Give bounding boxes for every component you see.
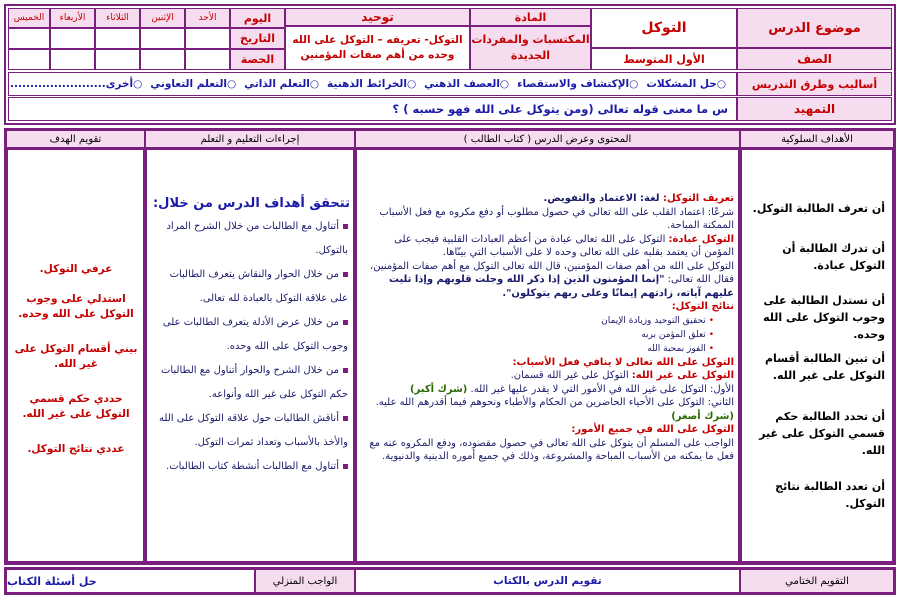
day-sunday: الأحد: [185, 8, 230, 28]
first-tag: (شرك أكبر): [409, 383, 468, 395]
results-list: [362, 314, 734, 356]
definition-shar: شرعًا: اعتماد القلب على الله تعالى في حصول مطلوب أو دفع مكروه مع فعل الأسباب الممكنة المباحة.: [379, 206, 734, 231]
evaluation-item: حددي حكم قسمي التوكل على غير الله.: [22, 393, 130, 420]
subject-label: المادة: [470, 8, 591, 26]
final-evaluation-value: تقويم الدرس بالكتاب: [355, 569, 740, 593]
all-title: التوكل على الله في جميع الأمور:: [571, 424, 734, 435]
unit-title: توحيد: [285, 8, 470, 26]
col-procedures-header: إجراءات التعليم و التعلم: [145, 130, 355, 148]
objective-item: أن تحدد الطالبة حكم قسمي التوكل على غير الله.: [759, 410, 885, 457]
second-tag: (شرك أصغر): [671, 410, 734, 422]
worship: [362, 233, 734, 260]
content-body: [362, 192, 734, 464]
day-tuesday: الثلاثاء: [95, 8, 140, 28]
objective-item: أن تدرك الطالبة أن التوكل عبادة.: [782, 242, 885, 272]
grade-value: الأول المتوسط: [591, 48, 737, 70]
topic-value: التوكل: [591, 8, 737, 48]
period-cell: [140, 49, 185, 70]
objective-item: أن تستدل الطالبة على وجوب التوكل على الله وحده.: [763, 294, 885, 341]
procedure-item: من خلال الحوار والنقاش يتعرف الطالبات على علاقة التوكل بالعبادة لله تعالى.: [169, 269, 348, 304]
method-option[interactable]: ○التعلم التعاوني: [150, 78, 237, 90]
all-text: الواجب على المسلم أن يتوكل على الله تعالى في حصول مقصوده، ودفع المكروه عنه مع فعل ما يمكنه من الأسباب المباحة والمشروعة، وذلك في جميع أموره الدينية والدنيوية.: [369, 437, 734, 462]
day-label: اليوم: [230, 8, 285, 28]
first-type: الأول: التوكل على غير الله في الأمور التي لا يقدر عليها غير الله. (شرك أكبر): [409, 383, 734, 395]
day-wednesday: الأربعاء: [50, 8, 95, 28]
procedures-title: تتحقق أهداف الدرس من خلال:: [152, 196, 350, 211]
homework-label: الواجب المنزلي: [255, 569, 355, 593]
result-item: • الفوز بمحبة الله: [647, 343, 714, 354]
objective-item: أن تبين الطالبة أقسام التوكل على غير الله.: [764, 352, 885, 382]
date-cell: [95, 28, 140, 49]
date-cell: [8, 28, 50, 49]
intro-label: التمهيد: [737, 97, 892, 121]
method-option[interactable]: ○التعلم الذاتي: [244, 78, 320, 90]
col-objectives-header: الأهداف السلوكية: [740, 130, 894, 148]
date-label: التاريخ: [230, 28, 285, 49]
definition: [362, 192, 734, 206]
results-title: نتائج التوكل:: [671, 301, 734, 312]
intro-text: س ما معنى قوله تعالى (ومن يتوكل على الله فهو حسبه ) ؟: [8, 97, 737, 121]
procedures-list: [152, 215, 350, 479]
day-thursday: الخميس: [8, 8, 50, 28]
methods-label: أساليب وطرق التدريس: [737, 72, 892, 96]
procedure-item: أتناول مع الطالبات أنشطة كتاب الطالبات.: [152, 455, 348, 479]
col-content-header: المحتوى وعرض الدرس ( كتاب الطالب ): [355, 130, 740, 148]
definition-title: تعريف التوكل:: [662, 193, 734, 204]
objective-item: أن تعرف الطالبة التوكل.: [752, 202, 885, 215]
date-cell: [185, 28, 230, 49]
final-evaluation-label: التقويم الختامي: [740, 569, 894, 593]
procedure-item: أتناول مع الطالبات من خلال الشرح المراد بالتوكل.: [166, 221, 348, 256]
evaluation-list: [14, 262, 138, 457]
period-cell: [50, 49, 95, 70]
second-type: الثاني: التوكل على الأحياء الحاضرين من الحكام والأطباء ونحوهم فيما أقدرهم الله عليه. (شرك أصغر): [375, 397, 734, 422]
result-item: • تعلق المؤمن بربه: [641, 329, 714, 340]
concepts-value: التوكل- تعريفه – التوكل على الله وحده من أهم صفات المؤمنين: [285, 26, 470, 70]
result-item: • تحقيق التوحيد وزيادة الإيمان: [601, 315, 714, 326]
concepts-label: المكتسبات والمفردات الجديدة: [470, 26, 591, 70]
other-paragraph: [362, 369, 734, 383]
homework-value: حل أسئلة الكتاب: [6, 569, 255, 593]
evaluation-item: عرفي التوكل.: [39, 263, 113, 275]
period-cell: [95, 49, 140, 70]
worship-title: التوكل عبادة:: [668, 233, 734, 245]
procedure-item: من خلال الشرح والحوار أتناول مع الطالبات حكم التوكل على غير الله وأنواعه.: [160, 365, 348, 400]
verse-intro: التوكل على الله من أهم صفات المؤمنين، قال الله تعالى التوكل مع أهم صفات المؤمنين، فقال الله تعالى:: [369, 260, 734, 285]
day-monday: الإثنين: [140, 8, 185, 28]
period-cell: [8, 49, 50, 70]
procedure-item: أناقش الطالبات حول علاقة التوكل على الله والأخذ بالأسباب وتعداد ثمرات التوكل.: [159, 413, 348, 448]
method-option[interactable]: ○العصف الذهني: [424, 78, 510, 90]
other-title: التوكل على غير الله:: [631, 370, 734, 381]
other-text: التوكل على غير الله قسمان.: [510, 370, 632, 381]
methods-list: [8, 72, 737, 96]
verse-paragraph: [362, 260, 734, 301]
period-label: الحصة: [230, 49, 285, 70]
objectives-list: [750, 200, 885, 512]
method-option[interactable]: ○أخرى........................: [10, 78, 143, 90]
evaluation-item: عددي نتائج التوكل.: [27, 443, 125, 455]
topic-label: موضوع الدرس: [737, 8, 892, 48]
definition-lang: لغة: الاعتماد والتفويض.: [543, 193, 663, 204]
procedure-item: من خلال عرض الأدلة يتعرف الطالبات على وجوب التوكل على الله وحده.: [162, 317, 348, 352]
date-cell: [50, 28, 95, 49]
grade-label: الصف: [737, 48, 892, 70]
col-evaluation-header: تقويم الهدف: [6, 130, 145, 148]
period-cell: [185, 49, 230, 70]
verse: "إنما المؤمنون الذين إذا ذكر الله وجلت قلوبهم وإذا تليت عليهم آياته، زادتهم إيمانًا وعلى ربهم يتوكلون".: [388, 274, 734, 299]
date-cell: [140, 28, 185, 49]
objective-item: أن تعدد الطالبة نتائج التوكل.: [775, 480, 885, 510]
method-option[interactable]: ○الإكتشاف والاستقصاء: [517, 78, 639, 90]
method-option[interactable]: ○حل المشكلات: [646, 78, 726, 90]
cause-title: التوكل على الله تعالى لا ينافي فعل الأسباب:: [512, 356, 734, 368]
evaluation-item: استدلي على وجوب التوكل على الله وحده.: [18, 293, 134, 320]
procedures-body: [152, 196, 350, 479]
worship-text: التوكل على الله تعالى عبادة من أعظم العبادات القلبية فيجب على المؤمن أن يعتمد بقلبه على الله تعالى وحده لا على الأسباب التي بينّاها.: [394, 233, 734, 258]
evaluation-item: بيني أقسام التوكل على غير الله.: [14, 343, 138, 370]
method-option[interactable]: ○الخرائط الذهنية: [327, 78, 417, 90]
